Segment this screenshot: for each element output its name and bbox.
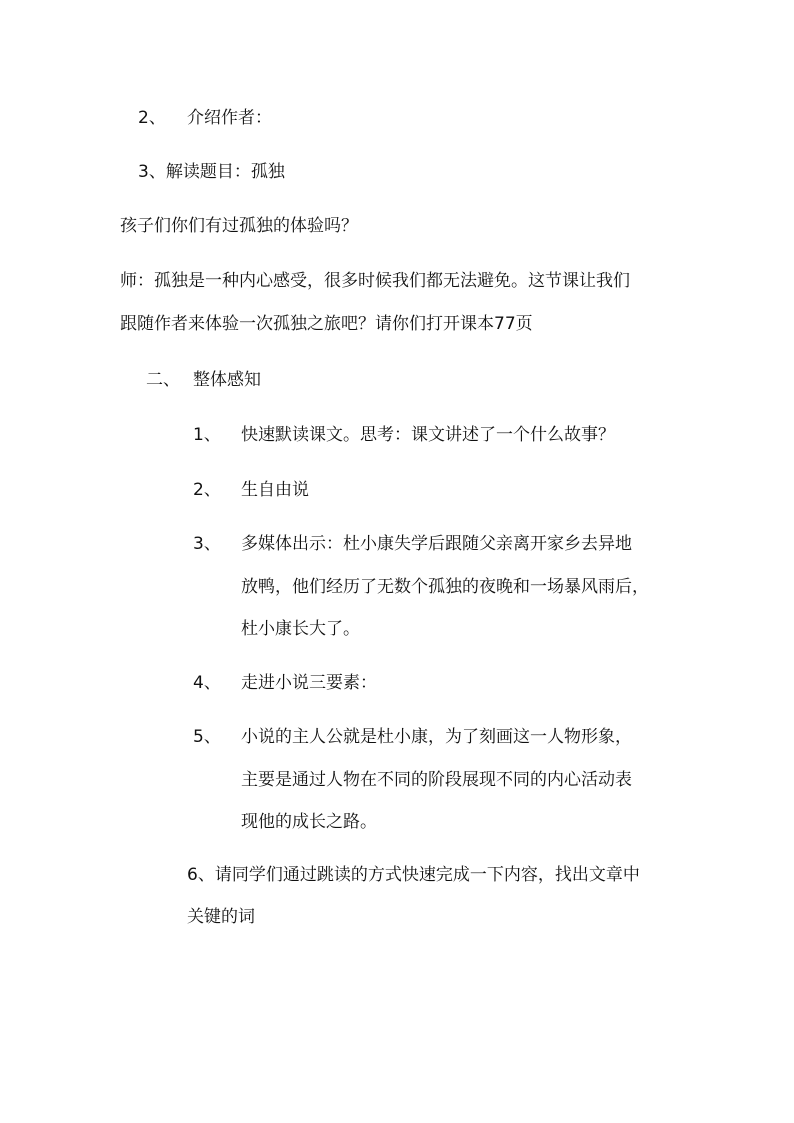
item-number: 2、	[193, 480, 221, 500]
list-item-1: 快速默读课文。思考：课文讲述了一个什么故事？	[241, 425, 615, 445]
item-number: 5、	[193, 727, 221, 747]
item-6-line-1: 6、请同学们通过跳读的方式快速完成一下内容，找出文章中	[187, 865, 640, 885]
paragraph-question: 孩子们你们有过孤独的体验吗？	[120, 216, 358, 236]
list-item-5-line-2: 主要是通过人物在不同的阶段展现不同的内心活动表	[241, 770, 632, 790]
section-heading-overall: 整体感知	[193, 370, 261, 390]
list-item-3-line-3: 杜小康长大了。	[241, 619, 360, 639]
list-item-5-line-3: 现他的成长之路。	[241, 812, 377, 832]
paragraph-teacher-line-2: 跟随作者来体验一次孤独之旅吧？请你们打开课本77页	[120, 314, 533, 334]
section-number: 二、	[146, 370, 180, 390]
item-6-line-2: 关键的词	[187, 907, 255, 927]
list-item-4: 走进小说三要素：	[241, 673, 377, 693]
heading-interpret-title: 3、解读题目：孤独	[138, 162, 285, 182]
item-number: 3、	[193, 534, 221, 554]
item-number: 4、	[193, 673, 221, 693]
paragraph-teacher-line-1: 师：孤独是一种内心感受，很多时候我们都无法避免。这节课让我们	[120, 271, 630, 291]
list-item-2: 生自由说	[241, 480, 309, 500]
item-number: 2、	[138, 108, 166, 128]
list-item-3-line-2: 放鸭，他们经历了无数个孤独的夜晚和一场暴风雨后，	[241, 577, 649, 597]
list-item-5-line-1: 小说的主人公就是杜小康，为了刻画这一人物形象，	[241, 727, 632, 747]
list-item-3-line-1: 多媒体出示：杜小康失学后跟随父亲离开家乡去异地	[241, 534, 632, 554]
heading-introduce-author: 介绍作者：	[187, 108, 272, 128]
item-number: 1、	[193, 425, 221, 445]
